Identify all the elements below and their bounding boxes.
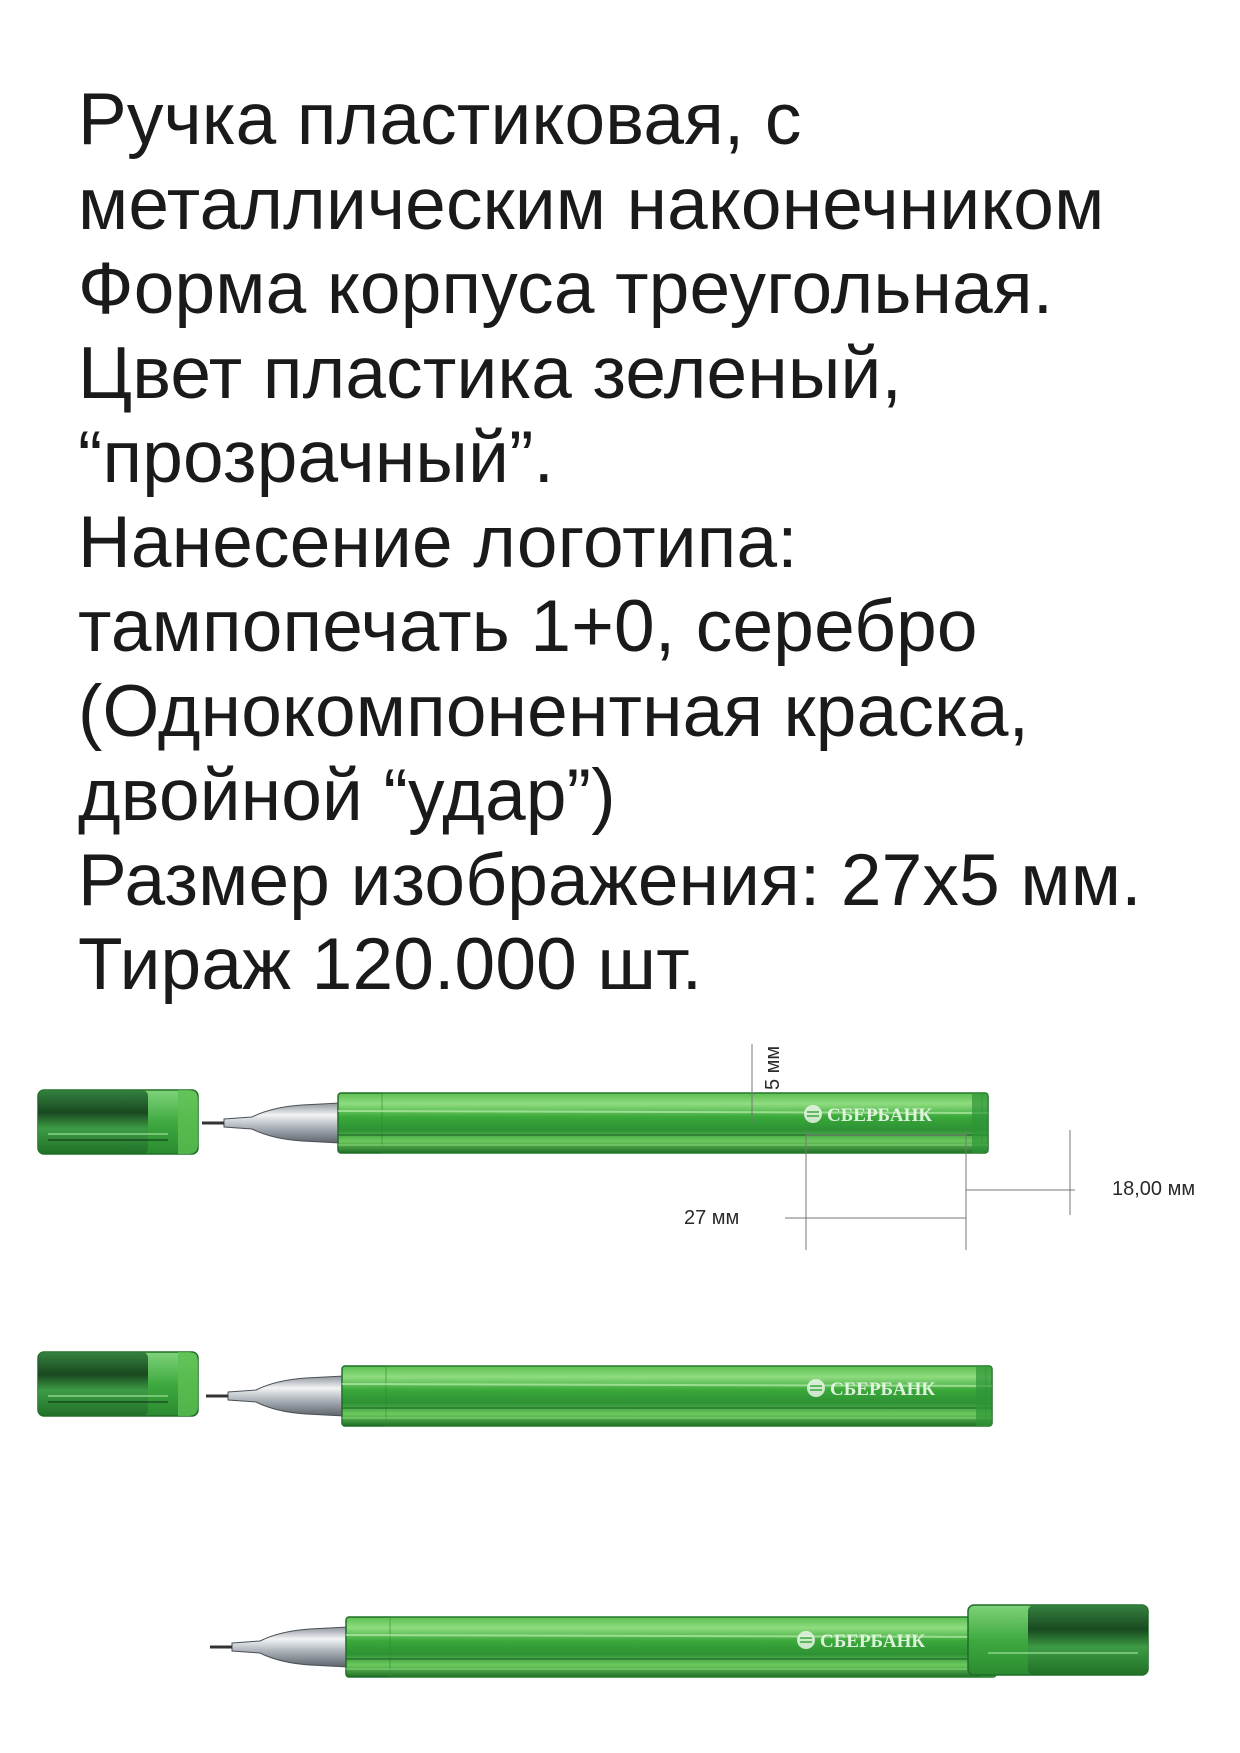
description-line: Форма корпуса треугольная. <box>78 248 1054 329</box>
height-dimension-label: 5 мм <box>762 1045 784 1090</box>
description-line: двойной “удар”) <box>78 755 616 836</box>
pen-3 <box>210 1605 1148 1677</box>
pen-illustrations: СБЕРБАНК <box>0 0 1240 1753</box>
offset-dimension-label: 18,00 мм <box>1112 1178 1196 1200</box>
pen-2 <box>38 1352 992 1426</box>
description-line: тампопечать 1+0, серебро <box>78 586 978 667</box>
description-line: Цвет пластика зеленый, <box>78 332 902 414</box>
pen-1 <box>38 1044 1075 1250</box>
description-line: “прозрачный”. <box>78 417 555 498</box>
width-dimension-label: 27 мм <box>684 1207 740 1229</box>
description-line: (Однокомпонентная краска, <box>78 670 1030 752</box>
description-line: Нанесение логотипа: <box>78 501 798 583</box>
description-line: Размер изображения: 27х5 мм. <box>78 839 1142 921</box>
description-line: металлическим наконечником <box>78 163 1105 245</box>
description-line: Тираж 120.000 шт. <box>78 924 703 1005</box>
description-line: Ручка пластиковая, с <box>78 79 802 160</box>
